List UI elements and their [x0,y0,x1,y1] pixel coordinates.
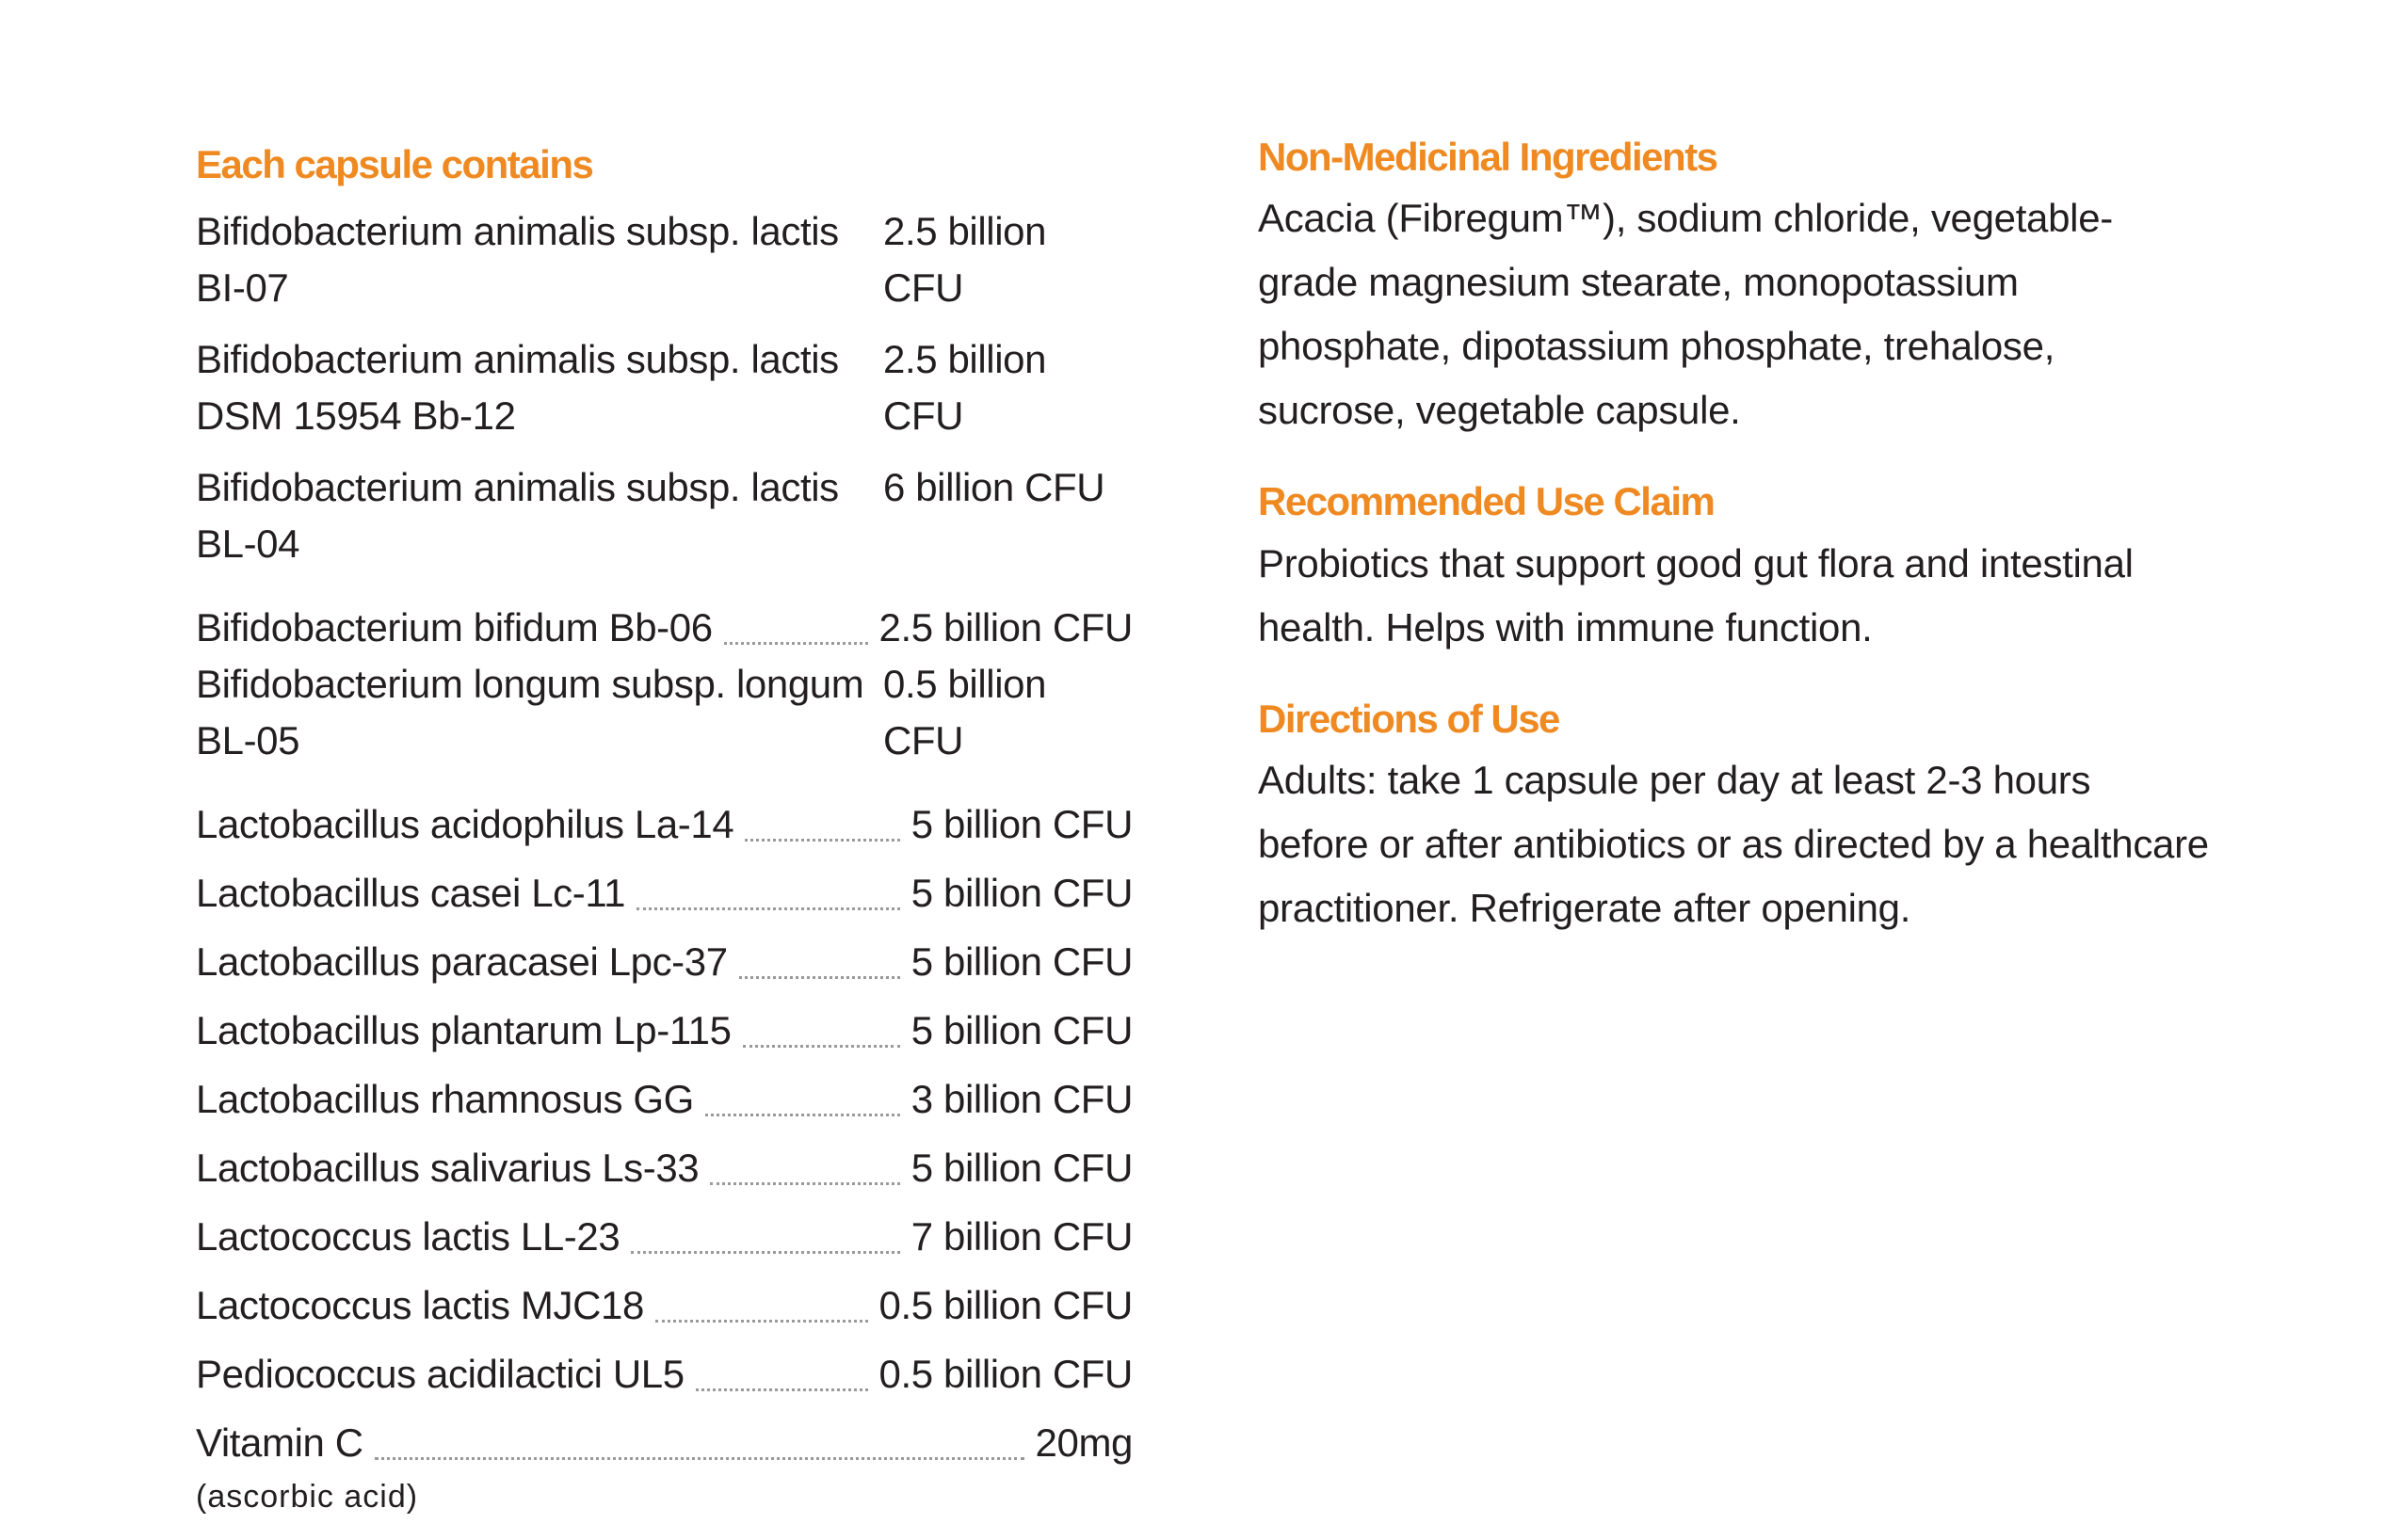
ingredient-name: Vitamin C [196,1420,363,1466]
ingredient-row-wrap [196,1059,1133,1128]
ingredient-row [196,1334,1133,1403]
ingredient-name: Pediococcus acidilactici UL5 [196,1352,685,1397]
ingredient-name: Lactobacillus salivarius Ls-33 [196,1146,700,1191]
dotted-leader [696,1388,868,1391]
ingredient-name: Bifidobacterium bifidum Bb-06 [196,605,713,650]
non-medicinal-text: Acacia (Fibregum™), sodium chloride, vegetable-grade magnesium stearate, monopotassium phosphate, dipotassium phosphate, trehalose, sucrose, vegetable capsule. [1258,196,2113,433]
dotted-leader [710,1182,900,1185]
dotted-leader [375,1457,1024,1460]
ingredient-row [196,331,1137,459]
ingredient-name: Lactococcus lactis MJC18 [196,1283,644,1328]
ingredient-row [196,587,1133,656]
ingredient-amount: 0.5 billion CFU [883,662,1047,763]
ingredient-amount: 2.5 billion CFU [878,605,1133,650]
ingredient-row [196,784,1133,853]
ingredient-row [196,1403,1133,1471]
each-capsule-heading: Each capsule contains [196,142,593,186]
ingredient-row [196,1059,1133,1128]
ingredient-name: Lactobacillus paracasei Lpc-37 [196,939,728,985]
ingredient-name: Lactobacillus casei Lc-11 [196,871,626,916]
dotted-leader [724,642,868,645]
ingredient-row [196,990,1133,1059]
recommended-use-heading: Recommended Use Claim [1258,479,1715,524]
ingredient-amount: 2.5 billion CFU [883,337,1047,439]
ingredient-note: (ascorbic acid) [196,1479,419,1516]
ingredient-amount: 7 billion CFU [910,1214,1133,1259]
info-column [1258,134,2209,976]
ingredient-amount: 6 billion CFU [883,465,1105,510]
dotted-leader [705,1114,900,1116]
ingredient-row [196,203,1137,331]
ingredient-amount: 5 billion CFU [910,939,1133,985]
ingredient-amount: 2.5 billion CFU [883,209,1047,311]
ingredient-row-wrap [196,587,1133,656]
ingredient-row-wrap [196,853,1133,922]
ingredient-row [196,459,1137,587]
dotted-leader [631,1251,899,1254]
ingredient-row-wrap [196,1403,1133,1516]
ingredient-row [196,1196,1133,1265]
non-medicinal-heading: Non-Medicinal Ingredients [1258,135,1717,179]
recommended-use-section [1258,478,2209,659]
ingredient-row [196,1265,1133,1334]
ingredient-amount: 20mg [1035,1420,1133,1466]
ingredient-name: Lactobacillus rhamnosus GG [196,1077,694,1122]
ingredient-amount: 5 billion CFU [910,802,1133,847]
directions-text: Adults: take 1 capsule per day at least 2-3 hours before or after antibiotics or as directed by a healthcare practitioner. Refrigerate after opening. [1258,758,2209,931]
dotted-leader [743,1045,900,1048]
dotted-leader [745,839,899,842]
ingredients-column [196,141,1137,1516]
directions-section [1258,696,2209,940]
ingredient-row-wrap [196,1334,1133,1403]
ingredient-row [196,1128,1133,1196]
dotted-leader [739,976,900,979]
ingredient-row [196,922,1133,990]
ingredient-amount: 0.5 billion CFU [878,1283,1133,1328]
ingredient-row [196,656,1137,784]
ingredient-row [196,853,1133,922]
ingredient-row-wrap [196,922,1133,990]
ingredient-amount: 0.5 billion CFU [878,1352,1133,1397]
recommended-use-text: Probiotics that support good gut flora and intestinal health. Helps with immune function. [1258,540,2134,650]
ingredient-amount: 5 billion CFU [910,1008,1133,1053]
ingredient-list [196,203,1137,1516]
ingredient-name: Bifidobacterium animalis subsp. lactis BL-04 [196,465,839,567]
ingredient-amount: 5 billion CFU [910,1146,1133,1191]
dotted-leader [637,907,900,910]
directions-heading: Directions of Use [1258,696,1559,741]
ingredient-row-wrap [196,1196,1133,1265]
ingredient-row-wrap [196,1128,1133,1196]
ingredient-amount: 3 billion CFU [910,1077,1133,1122]
ingredient-row-wrap [196,1265,1133,1334]
ingredient-amount: 5 billion CFU [910,871,1133,916]
ingredient-name: Bifidobacterium animalis subsp. lactis BI-07 [196,209,839,311]
ingredient-name: Lactobacillus plantarum Lp-115 [196,1008,732,1053]
ingredient-name: Bifidobacterium animalis subsp. lactis DSM 15954 Bb-12 [196,337,839,439]
dotted-leader [655,1320,868,1323]
ingredient-name: Lactococcus lactis LL-23 [196,1214,620,1259]
ingredient-name: Bifidobacterium longum subsp. longum BL-05 [196,662,864,763]
ingredient-name: Lactobacillus acidophilus La-14 [196,802,734,847]
ingredient-row-wrap [196,784,1133,853]
non-medicinal-section [1258,134,2209,442]
ingredient-row-wrap [196,990,1133,1059]
